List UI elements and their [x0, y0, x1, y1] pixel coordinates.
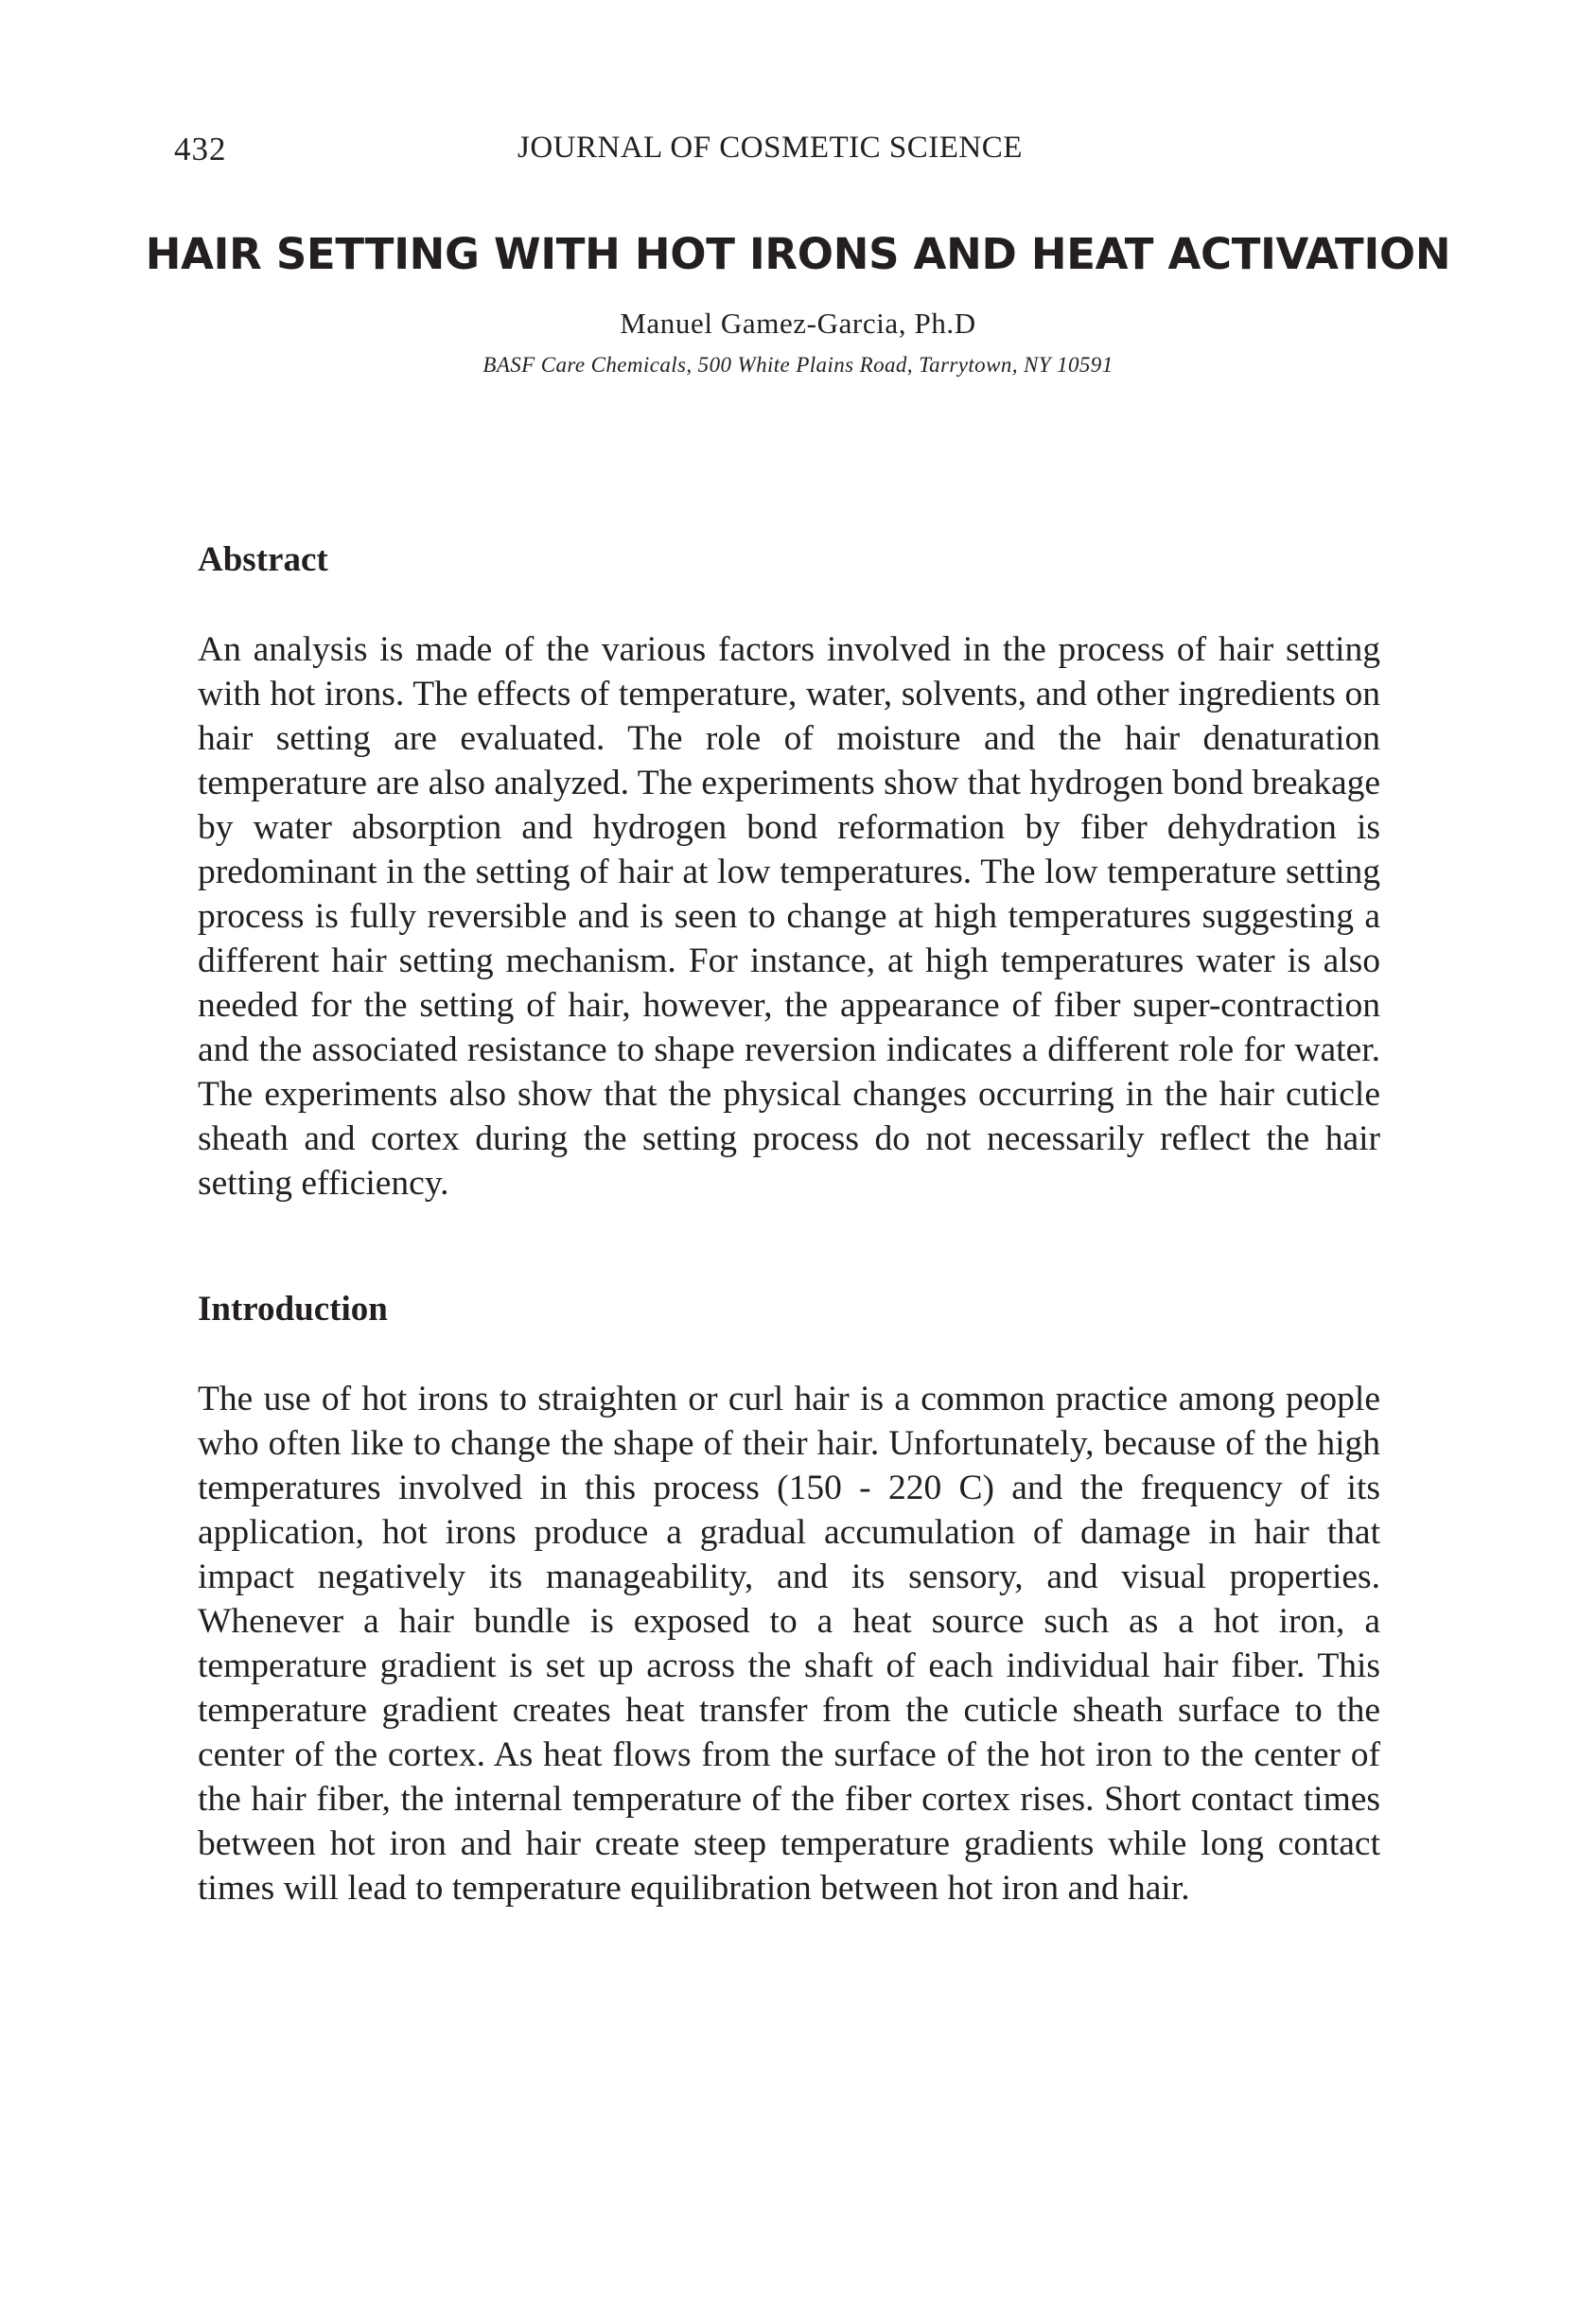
abstract-heading: Abstract [198, 540, 328, 579]
journal-name: JOURNAL OF COSMETIC SCIENCE [517, 131, 1023, 165]
running-head [0, 131, 1596, 172]
author-affiliation: BASF Care Chemicals, 500 White Plains Road, Tarrytown, NY 10591 [482, 353, 1114, 377]
article-title: HAIR SETTING WITH HOT IRONS AND HEAT ACTIVATION [145, 229, 1451, 279]
introduction-text: The use of hot irons to straighten or curl hair is a common practice among people who often like to change the shape of their hair. Unfortunately, because of the high temperatures involved in this process (150 - 220 C) and the frequency of its application, hot irons produce a gradual accumulation of damage in hair that impact negatively its manageability, and its sensory, and visual properties. Whenever a hair bundle is exposed to a heat source such as a hot iron, a temperature gradient is set up across the shaft of each individual hair fiber. This temperature gradient creates heat transfer from the cuticle sheath surface to the center of the cortex. As heat flows from the surface of the hot iron to the center of the hair fiber, the internal temperature of the fiber cortex rises. Short contact times between hot iron and hair create steep temperature gradients while long contact times will lead to temperature equilibration between hot iron and hair. [198, 1380, 1380, 1908]
author-name: Manuel Gamez-Garcia, Ph.D [620, 307, 976, 340]
abstract-text: An analysis is made of the various factors involved in the process of hair setting with hot irons. The effects of temperature, water, solvents, and other ingredients on hair setting are evaluated. The role of moisture and the hair denaturation temperature are also analyzed. The experiments show that hydrogen bond breakage by water absorption and hydrogen bond reformation by fiber dehydration is predominant in the setting of hair at low temperatures. The low temperature setting process is fully reversible and is seen to change at high temperatures suggesting a different hair setting mechanism. For instance, at high temperatures water is also needed for the setting of hair, however, the appearance of fiber super-contraction and the associated resistance to shape reversion indicates a different role for water. The experiments also show that the physical changes occurring in the hair cuticle sheath and cortex during the setting process do not necessarily reflect the hair setting efficiency. [198, 630, 1380, 1203]
page-number: 432 [174, 131, 227, 167]
introduction-heading: Introduction [198, 1290, 388, 1329]
